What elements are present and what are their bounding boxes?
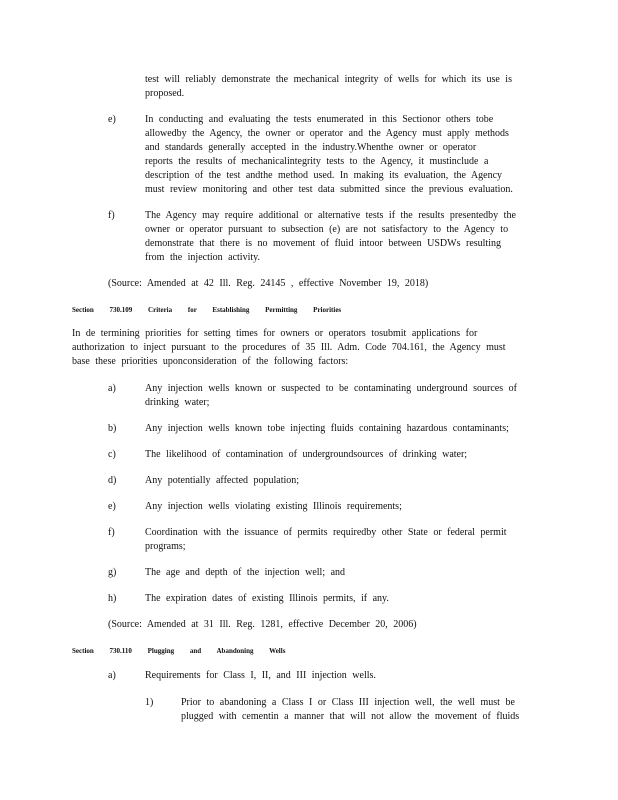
paragraph-line: must review monitoring and other test data submitted since the previous evaluation. [145, 184, 513, 195]
section-heading: Section 730.110 Plugging and Abandoning Wells [72, 647, 286, 655]
paragraph-line: test will reliably demonstrate the mechanical integrity of wells for which its use is [145, 74, 512, 85]
paragraph-line: description of the test andthe method used. In making its evaluation, the Agency [145, 170, 503, 181]
paragraph-line: The expiration dates of existing Illinois permits, if any. [145, 593, 389, 604]
list-item-label: e) [108, 501, 116, 512]
paragraph-line: programs; [145, 541, 186, 552]
source-note: (Source: Amended at 42 Ill. Reg. 24145 , effective November 19, 2018) [108, 278, 429, 289]
paragraph-line: Prior to abandoning a Class I or Class III injection well, the well must be [181, 697, 515, 708]
paragraph-line: Requirements for Class I, II, and III injection wells. [145, 670, 376, 681]
list-item-label: h) [108, 593, 117, 604]
list-item-label: a) [108, 670, 116, 681]
paragraph-line: authorization to inject pursuant to the procedures of 35 Ill. Adm. Code 704.161, the Agency must [72, 342, 506, 353]
list-item-label: 1) [145, 697, 154, 708]
list-item-label: f) [108, 527, 115, 538]
list-item-label: a) [108, 383, 116, 394]
list-item-label: c) [108, 449, 116, 460]
paragraph-line: The age and depth of the injection well; and [145, 567, 346, 578]
paragraph-line: base these priorities uponconsideration of the following factors: [72, 356, 349, 367]
paragraph-line: The likelihood of contamination of undergroundsources of drinking water; [145, 449, 468, 460]
section-heading: Section 730.109 Criteria for Establishing Permitting Priorities [72, 306, 342, 314]
paragraph-line: Any potentially affected population; [145, 475, 300, 486]
paragraph-line: In conducting and evaluating the tests enumerated in this Sectionor others tobe [145, 114, 494, 125]
paragraph-line: drinking water; [145, 397, 210, 408]
list-item-label: g) [108, 567, 117, 578]
paragraph-line: Any injection wells violating existing Illinois requirements; [145, 501, 402, 512]
paragraph-line: owner or operator pursuant to subsection (e) are not satisfactory to the Agency to [145, 224, 509, 235]
paragraph-line: allowedby the Agency, the owner or operator and the Agency must apply methods [145, 128, 509, 139]
paragraph-line: Any injection wells known or suspected to be contaminating underground sources of [145, 383, 517, 394]
paragraph-line: The Agency may require additional or alternative tests if the results presentedby the [145, 210, 516, 221]
paragraph-line: and standards generally accepted in the industry.Whenthe owner or operator [145, 142, 477, 153]
source-note: (Source: Amended at 31 Ill. Reg. 1281, effective December 20, 2006) [108, 619, 417, 630]
paragraph-line: demonstrate that there is no movement of fluid intoor between USDWs resulting [145, 238, 501, 249]
list-item-label: b) [108, 423, 117, 434]
list-item-label: f) [108, 210, 115, 221]
paragraph-line: from the injection activity. [145, 252, 260, 263]
paragraph-line: Coordination with the issuance of permits requiredby other State or federal permit [145, 527, 507, 538]
paragraph-line: Any injection wells known tobe injecting fluids containing hazardous contaminants; [145, 423, 509, 434]
paragraph-line: reports the results of mechanicalintegrity tests to the Agency, it mustinclude a [145, 156, 489, 167]
list-item-label: e) [108, 114, 116, 125]
paragraph-line: In de termining priorities for setting times for owners or operators tosubmit applications for [72, 328, 478, 339]
paragraph-line: proposed. [145, 88, 185, 99]
list-item-label: d) [108, 475, 117, 486]
paragraph-line: plugged with cementin a manner that will not allow the movement of fluids [181, 711, 520, 722]
